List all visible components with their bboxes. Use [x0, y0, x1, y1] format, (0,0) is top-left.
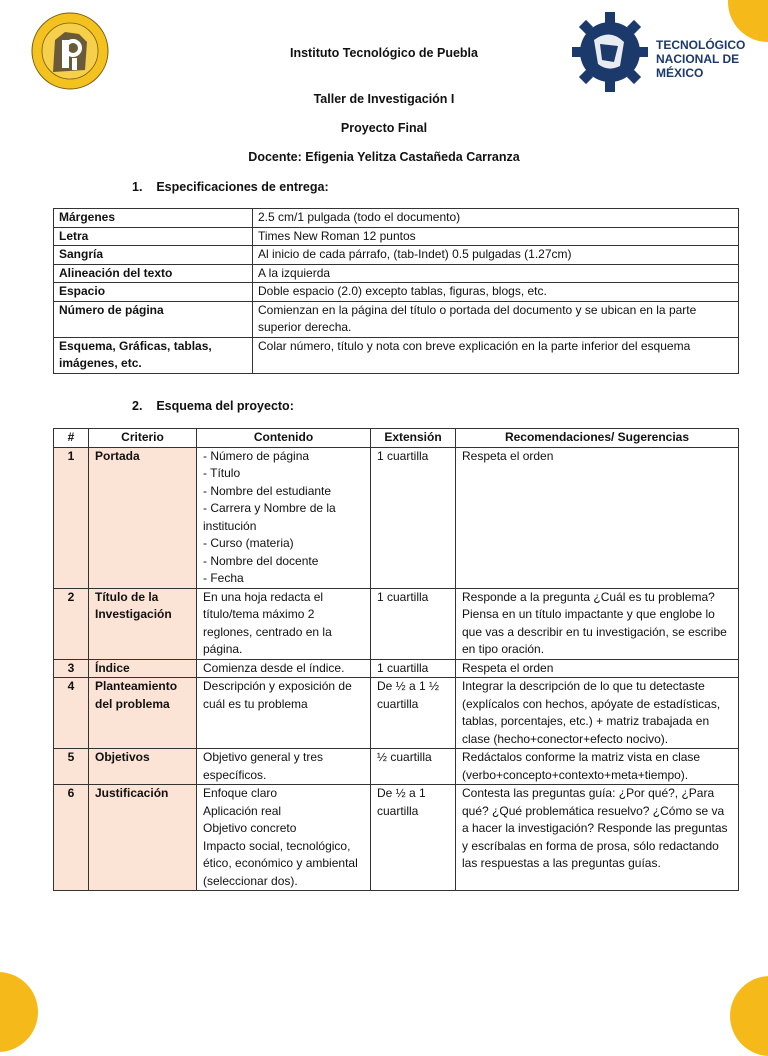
contenido-line: - Fecha	[203, 571, 244, 585]
row-recomendaciones: Responde a la pregunta ¿Cuál es tu problema? Piensa en un título impactante y que englobe lo que vas a describir en tu investigación, se escribe en tipo oración.	[456, 588, 739, 659]
row-contenido	[197, 678, 371, 749]
contenido-line: - Carrera y Nombre de la institución	[203, 501, 336, 533]
table-row	[54, 659, 739, 678]
contenido-line: Descripción y exposición de cuál es tu problema	[203, 679, 352, 711]
header-recomendaciones: Recomendaciones/ Sugerencias	[456, 429, 739, 448]
row-number: 4	[54, 678, 89, 749]
header-number: #	[54, 429, 89, 448]
spec-key: Alineación del texto	[54, 264, 253, 283]
table-row	[54, 785, 739, 891]
row-criterio: Título de la Investigación	[89, 588, 197, 659]
row-criterio: Justificación	[89, 785, 197, 891]
row-contenido	[197, 785, 371, 891]
row-extension: De ½ a 1 ½ cuartilla	[371, 678, 456, 749]
row-extension: 1 cuartilla	[371, 447, 456, 588]
contenido-line: Aplicación real	[203, 803, 282, 818]
spec-value: Doble espacio (2.0) excepto tablas, figuras, blogs, etc.	[253, 283, 739, 302]
row-criterio: Planteamiento del problema	[89, 678, 197, 749]
row-criterio: Índice	[89, 659, 197, 678]
table-row	[54, 227, 739, 246]
row-extension: ½ cuartilla	[371, 749, 456, 785]
header-criterio: Criterio	[89, 429, 197, 448]
row-extension: 1 cuartilla	[371, 659, 456, 678]
table-row	[54, 264, 739, 283]
section-1-title: 1. Especificaciones de entrega:	[132, 180, 329, 194]
spec-key: Sangría	[54, 246, 253, 265]
contenido-line: Objetivo general y tres específicos.	[203, 750, 324, 782]
contenido-line: En una hoja redacta el título/tema máximo 2 reglones, centrado en la página.	[203, 589, 332, 656]
header-extension: Extensión	[371, 429, 456, 448]
spec-value: Colar número, título y nota con breve explicación en la parte inferior del esquema	[253, 337, 739, 373]
section-2-title: 2. Esquema del proyecto:	[132, 399, 294, 413]
table-row	[54, 209, 739, 228]
row-number: 6	[54, 785, 89, 891]
table-row	[54, 246, 739, 265]
row-number: 3	[54, 659, 89, 678]
row-recomendaciones: Contesta las preguntas guía: ¿Por qué?, ¿Para qué? ¿Qué problemática resuelvo? ¿Cómo se va a hacer la investigación? Responde las preguntas y escríbalas en forma de prosa, sólo redactando las respuestas a las preguntas guías.	[456, 785, 739, 891]
teacher-name: Docente: Efigenia Yelitza Castañeda Carranza	[248, 150, 520, 164]
contenido-line: Objetivo concreto	[203, 821, 297, 835]
row-recomendaciones: Integrar la descripción de lo que tu detectaste (explícalos con hechos, apóyate de estadísticas, tablas, porcentajes, etc.) + matriz trabajada en clase (hecho+conector+efecto nocivo).	[456, 678, 739, 749]
table-row	[54, 749, 739, 785]
row-number: 1	[54, 447, 89, 588]
table-row	[54, 678, 739, 749]
spec-value: 2.5 cm/1 pulgada (todo el documento)	[253, 209, 739, 228]
table-row	[54, 283, 739, 302]
row-extension: De ½ a 1 cuartilla	[371, 785, 456, 891]
row-contenido	[197, 749, 371, 785]
table-row	[54, 588, 739, 659]
specifications-table	[53, 208, 739, 374]
row-criterio: Objetivos	[89, 749, 197, 785]
contenido-line: - Nombre del docente	[203, 553, 319, 568]
tecnm-line-2: NACIONAL DE MÉXICO	[656, 52, 740, 80]
project-scheme-table	[53, 428, 739, 891]
contenido-line: - Curso (materia)	[203, 536, 294, 550]
project-title: Proyecto Final	[340, 121, 428, 135]
row-number: 5	[54, 749, 89, 785]
table-row	[54, 337, 739, 373]
spec-value: Al inicio de cada párrafo, (tab-Indet) 0.5 pulgadas (1.27cm)	[253, 246, 739, 265]
contenido-line: - Nombre del estudiante	[203, 483, 332, 498]
spec-value: Comienzan en la página del título o portada del documento y se ubican en la parte superior derecha.	[253, 301, 739, 337]
row-recomendaciones: Respeta el orden	[456, 447, 739, 588]
row-contenido	[197, 659, 371, 678]
contenido-line: Enfoque claro	[203, 786, 278, 800]
course-title: Taller de Investigación I	[313, 92, 455, 106]
spec-key: Letra	[54, 227, 253, 246]
spec-key: Espacio	[54, 283, 253, 302]
spec-value: A la izquierda	[253, 264, 739, 283]
tecnm-line-1: TECNOLÓGICO	[656, 38, 746, 52]
row-contenido	[197, 447, 371, 588]
spec-key: Esquema, Gráficas, tablas, imágenes, etc.	[54, 337, 253, 373]
contenido-line: Impacto social, tecnológico, ético, económico y ambiental (seleccionar dos).	[203, 838, 358, 888]
header-contenido: Contenido	[197, 429, 371, 448]
spec-key: Número de página	[54, 301, 253, 337]
table-row	[54, 447, 739, 588]
row-number: 2	[54, 588, 89, 659]
row-recomendaciones: Respeta el orden	[456, 659, 739, 678]
table-row	[54, 301, 739, 337]
contenido-line: Comienza desde el índice.	[203, 660, 345, 675]
spec-key: Márgenes	[54, 209, 253, 228]
row-contenido	[197, 588, 371, 659]
corner-decoration-bottom-left	[0, 972, 38, 1052]
row-recomendaciones: Redáctalos conforme la matriz vista en clase (verbo+concepto+contexto+meta+tiempo).	[456, 749, 739, 785]
row-criterio: Portada	[89, 447, 197, 588]
corner-decoration-bottom-right	[730, 976, 768, 1056]
row-extension: 1 cuartilla	[371, 588, 456, 659]
spec-value: Times New Roman 12 puntos	[253, 227, 739, 246]
institution-title: Instituto Tecnológico de Puebla	[290, 46, 478, 60]
contenido-line: - Número de página	[203, 448, 310, 463]
contenido-line: - Título	[203, 466, 241, 480]
table-header-row	[54, 429, 739, 448]
